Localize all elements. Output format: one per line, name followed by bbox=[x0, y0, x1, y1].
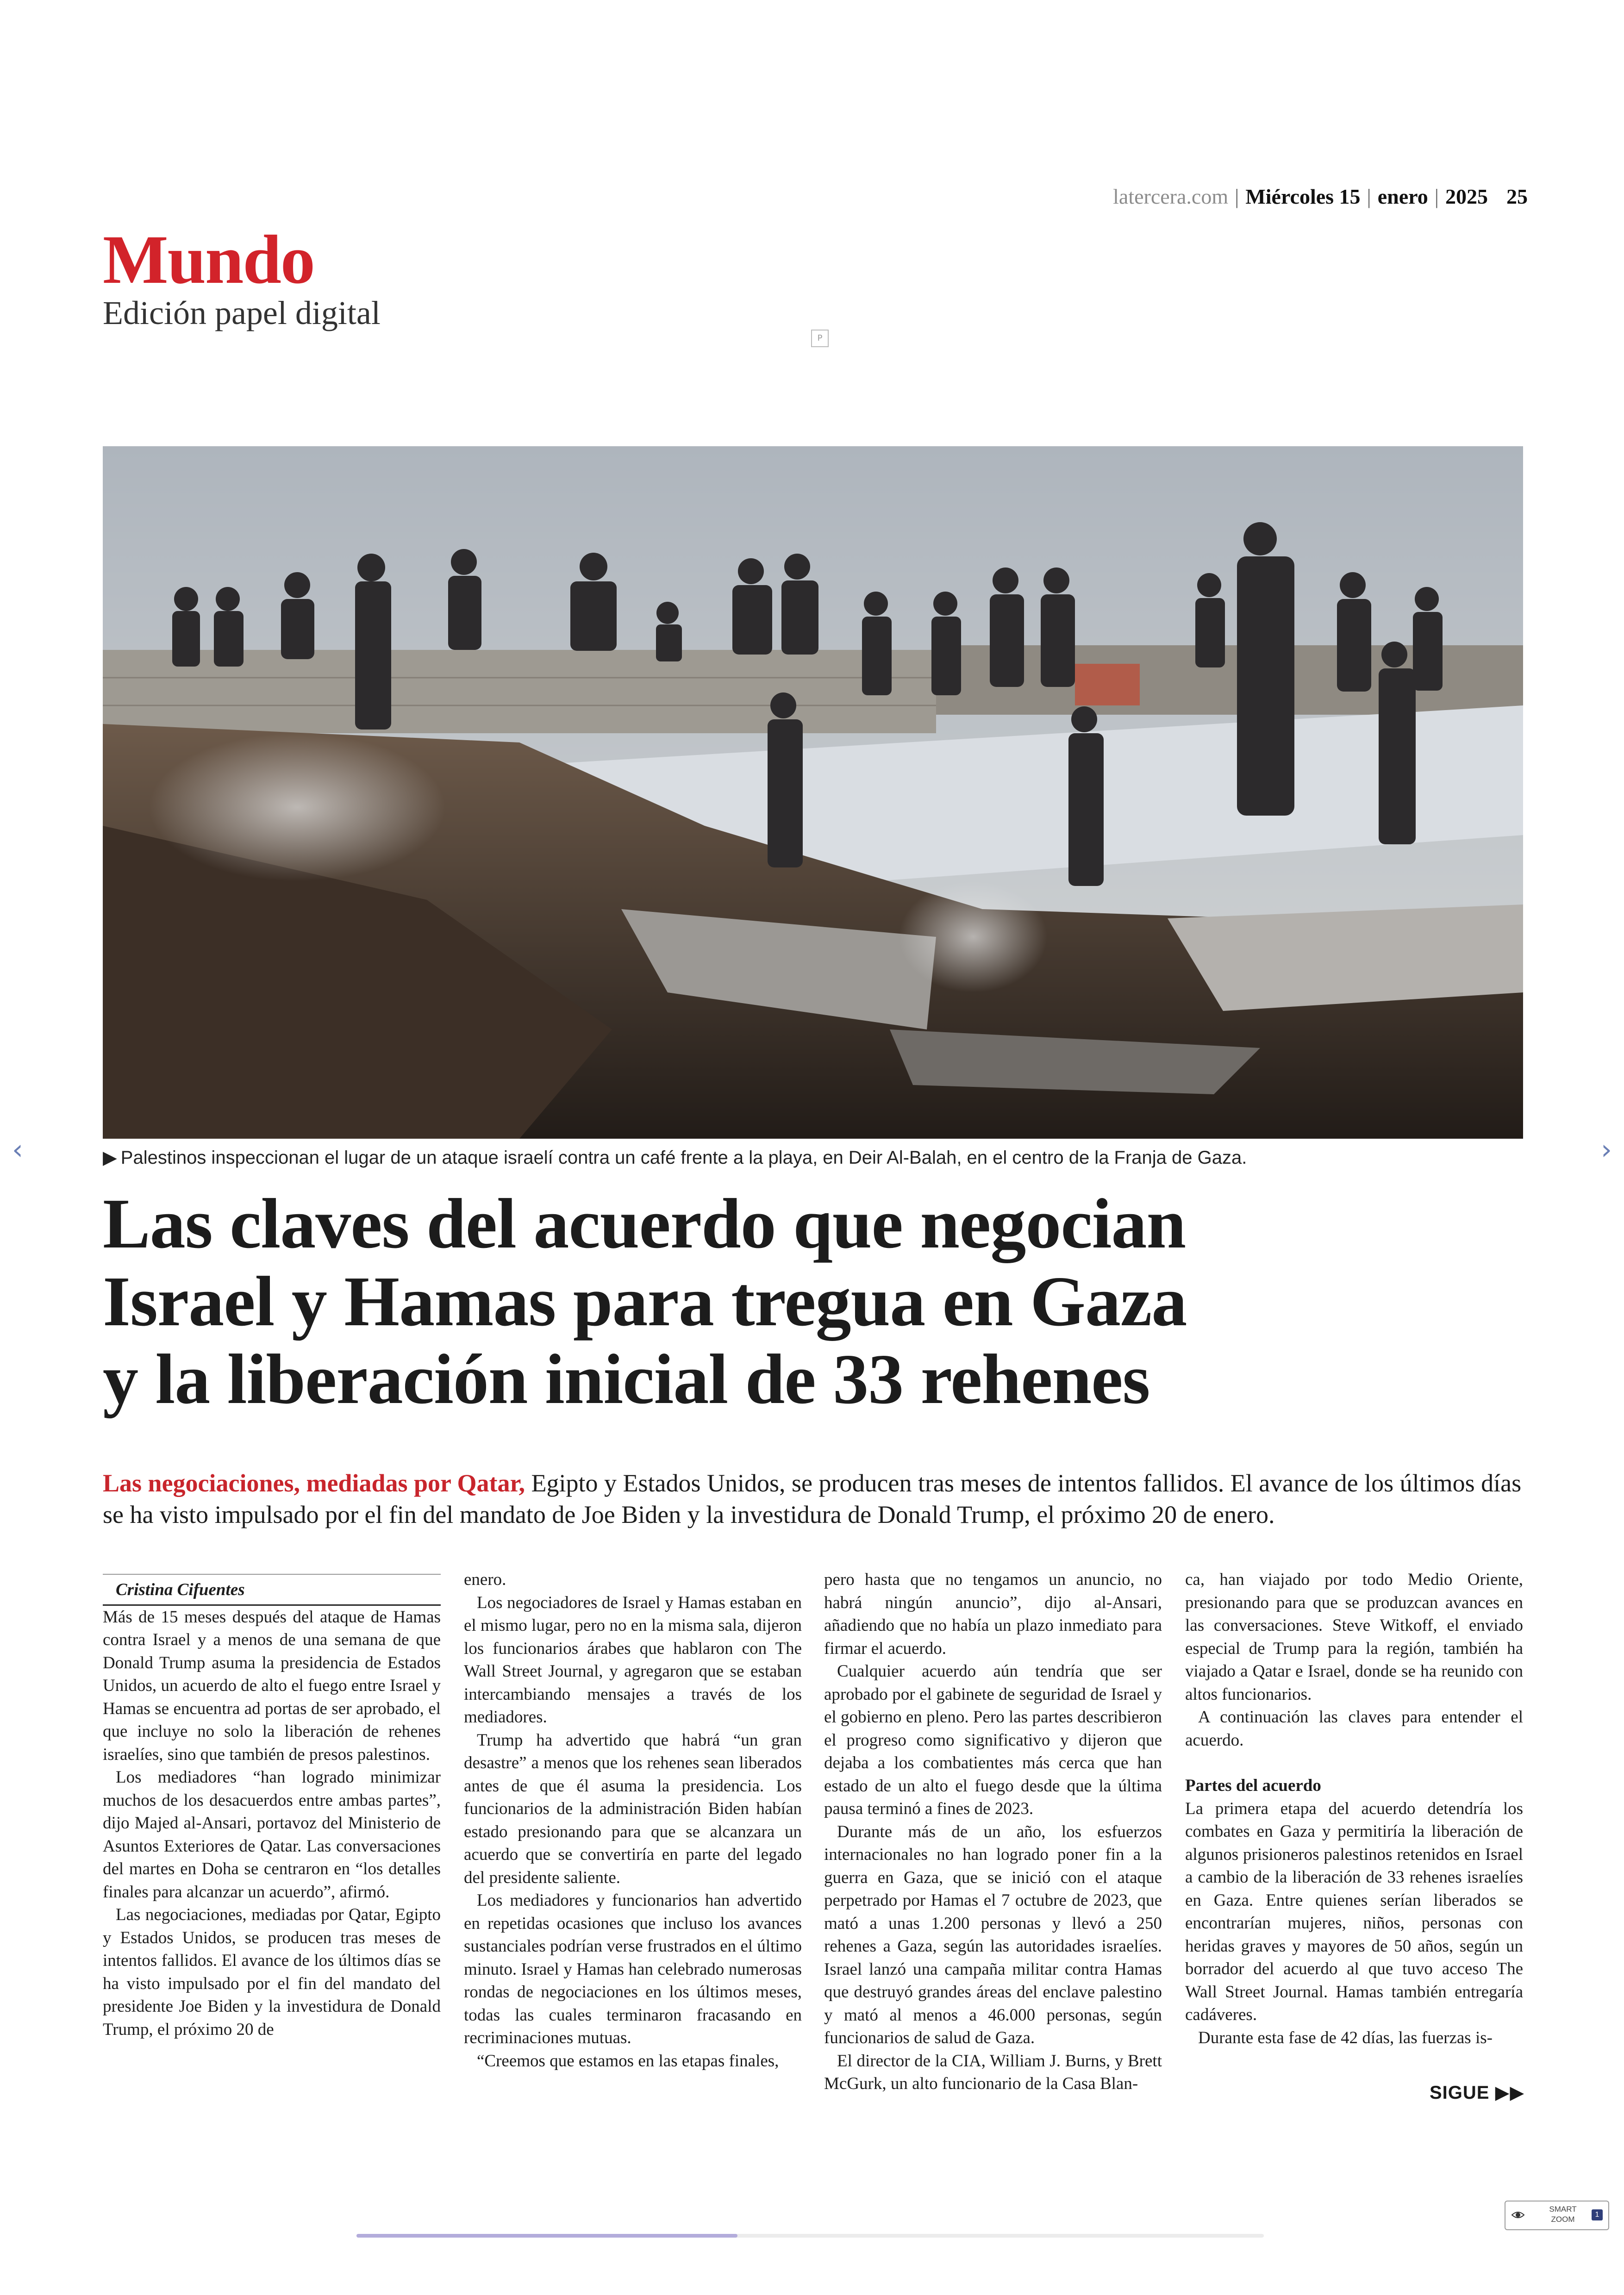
body-column-1 bbox=[103, 1574, 441, 2041]
smart-zoom-line: ZOOM bbox=[1551, 2215, 1575, 2224]
headline-line: Las claves del acuerdo que negocian bbox=[103, 1185, 1186, 1263]
body-paragraph: enero. bbox=[464, 1570, 506, 1589]
chevron-right-icon[interactable]: › bbox=[1601, 1134, 1612, 1166]
reading-progress-fill bbox=[356, 2234, 737, 2238]
page-number: 25 bbox=[1506, 185, 1528, 208]
dek-lead: Las negociaciones, mediadas por Qatar, bbox=[103, 1469, 525, 1497]
caption-text: Palestinos inspeccionan el lugar de un ataque israelí contra un café frente a la playa, en Deir Al-Balah, en el centro de la Franja de Gaza. bbox=[120, 1148, 1247, 1168]
dek-text: Egipto y Estados Unidos, se producen tras meses de intentos fallidos. El avance de los últimos días se ha visto impulsado por el fin del mandato de Joe Biden y la investidura de Donald Trump, el próximo 20 de enero. bbox=[103, 1469, 1522, 1528]
article-dek bbox=[103, 1467, 1524, 1530]
header-separator: | bbox=[1235, 185, 1239, 208]
headline-line: y la liberación inicial de 33 rehenes bbox=[103, 1340, 1150, 1419]
body-paragraph: Durante más de un año, los esfuerzos internacionales no han logrado poner fin a la guerra en Gaza, que se inició con el ataque perpetrado por Hamas el 7 octubre de 2023, que mató a unas 1.200 personas y llevó a 250 rehenes a Gaza, según las autoridades israelíes. Israel lanzó una campaña militar contra Hamas que destruyó grandes áreas del enclave palestino y mató al menos a 46.000 personas, según funcionarios de salud de Gaza. bbox=[824, 1822, 1162, 2047]
body-paragraph: ca, han viajado por todo Medio Oriente, presionando para que se produzcan avances en las conversaciones. Steve Witkoff, el enviado especial de Trump para la región, también ha viajado a Qatar e Israel, donde se ha reunido con altos funcionarios. bbox=[1185, 1570, 1523, 1704]
body-paragraph: Durante esta fase de 42 días, las fuerzas is- bbox=[1198, 2028, 1493, 2047]
headline-line: Israel y Hamas para tregua en Gaza bbox=[103, 1262, 1187, 1341]
smart-zoom-line: SMART bbox=[1549, 2205, 1577, 2214]
article-headline bbox=[103, 1185, 1445, 1418]
body-paragraph: La primera etapa del acuerdo detendría los combates en Gaza y permitiría la liberación de algunos prisioneros palestinos retenidos en Israel a cambio de la liberación de 33 rehenes israelíes en Gaza. Entre quienes serían liberados se encontrarían mujeres, niños, personas con heridas graves y mayores de 50 años, según un borrador del acuerdo al que tuvo acceso The Wall Street Journal. Hamas también entregaría cadáveres. bbox=[1185, 1799, 1523, 2024]
section-title: Mundo bbox=[103, 221, 314, 298]
site-name[interactable]: latercera.com bbox=[1113, 185, 1229, 208]
smart-zoom-button[interactable] bbox=[1505, 2201, 1609, 2230]
caption-triangle-icon: ▶ bbox=[103, 1148, 117, 1168]
byline: Cristina Cifuentes bbox=[103, 1574, 441, 1606]
body-paragraph: A continuación las claves para entender el acuerdo. bbox=[1185, 1708, 1523, 1750]
header-month: enero bbox=[1377, 185, 1428, 208]
body-paragraph: Más de 15 meses después del ataque de Hamas contra Israel y a menos de una semana de que Donald Trump asuma la presidencia de Estados Unidos, un acuerdo de alto el fuego entre Israel y Hamas se encuentra ad portas de ser aprobado, el que incluye no solo la liberación de rehenes israelíes, sino que también de presos palestinos. bbox=[103, 1607, 441, 1764]
body-column-4 bbox=[1185, 1568, 1523, 2049]
body-paragraph: “Creemos que estamos en las etapas finales, bbox=[477, 2051, 779, 2070]
section-subhead: Partes del acuerdo bbox=[1185, 1776, 1321, 1795]
page-marker-icon[interactable]: P bbox=[811, 330, 829, 347]
body-paragraph: Los negociadores de Israel y Hamas estaban en el mismo lugar, pero no en la misma sala, dijeron los funcionarios árabes que hablaron con The Wall Street Journal, y agregaron que se estaban intercambiando mensajes a través de los mediadores. bbox=[464, 1593, 802, 1727]
article-photo bbox=[103, 446, 1523, 1139]
chevron-left-icon[interactable]: ‹ bbox=[12, 1134, 23, 1166]
body-paragraph: Las negociaciones, mediadas por Qatar, Egipto y Estados Unidos, se producen tras meses de intentos fallidos. El avance de los últimos días se ha visto impulsado por el fin del mandato del presidente Joe Biden y la investidura de Donald Trump, el próximo 20 de bbox=[103, 1905, 441, 2039]
continue-label[interactable]: SIGUE ▶▶ bbox=[1430, 2083, 1525, 2103]
reading-progress-bar[interactable] bbox=[356, 2234, 1264, 2238]
header-separator: | bbox=[1434, 185, 1439, 208]
edition-label: Edición papel digital bbox=[103, 294, 381, 331]
body-paragraph: Trump ha advertido que habrá “un gran desastre” a menos que los rehenes sean liberados antes de que él asuma la presidencia. Los funcionarios de la administración Biden habían estado presionando para que se alcanzara un acuerdo que se convertiría en parte del legado del presidente saliente. bbox=[464, 1730, 802, 1887]
header-weekday: Miércoles 15 bbox=[1245, 185, 1361, 208]
body-column-2 bbox=[464, 1568, 802, 2072]
photo-caption bbox=[103, 1147, 1523, 1168]
body-paragraph: Los mediadores “han logrado minimizar muchos de los desacuerdos entre ambas partes”, dijo Majed al-Ansari, portavoz del Ministerio de Asuntos Exteriores de Qatar. Las conversaciones del martes en Doha se centraron en “los detalles finales para alcanzar un acuerdo”, afirmó. bbox=[103, 1768, 441, 1902]
smart-zoom-label bbox=[1540, 2204, 1586, 2225]
header-year: 2025 bbox=[1445, 185, 1488, 208]
page-header bbox=[880, 184, 1528, 209]
body-paragraph: Cualquier acuerdo aún tendría que ser aprobado por el gabinete de seguridad de Israel y el gobierno en pleno. Pero las partes describieron el progreso como significativo y dijeron que dejaba a los combatientes más cerca que han estado de un alto el fuego desde que la última pausa terminó a fines de 2023. bbox=[824, 1662, 1162, 1818]
body-paragraph: pero hasta que no tengamos un anuncio, no habrá ningún anuncio”, dijo al-Ansari, añadiendo que no había un plazo inmediato para firmar el acuerdo. bbox=[824, 1570, 1162, 1658]
body-paragraph: Los mediadores y funcionarios han advertido en repetidas ocasiones que incluso los avances sustanciales podrían verse frustrados en el último minuto. Israel y Hamas han celebrado numerosas rondas de negociaciones en los últimos meses, todas las cuales terminaron fracasando en recriminaciones mutuas. bbox=[464, 1891, 802, 2047]
body-column-3 bbox=[824, 1568, 1162, 2095]
body-paragraph: El director de la CIA, William J. Burns, y Brett McGurk, un alto funcionario de la Casa Blan- bbox=[824, 2051, 1162, 2093]
header-separator: | bbox=[1367, 185, 1371, 208]
photo-illustration bbox=[103, 446, 1523, 1139]
eye-icon bbox=[1511, 2208, 1525, 2222]
smart-zoom-badge: 1 bbox=[1592, 2209, 1603, 2220]
